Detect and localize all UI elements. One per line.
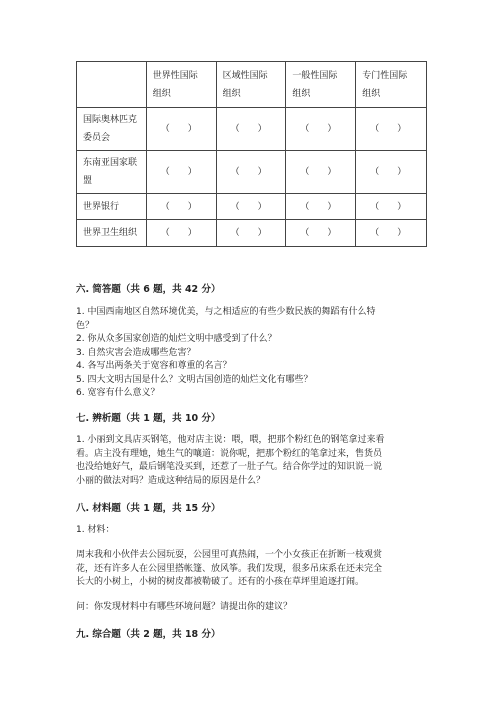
material-line: 周末我和小伙伴去公园玩耍，公园里可真热闹，一个小女孩正在折断一枝观赏 — [76, 550, 383, 560]
answer-cell[interactable]: （ ） — [216, 220, 286, 247]
header-cell-empty — [77, 62, 147, 108]
material-line: 花，还有许多人在公园里搭帐篷、放风筝。我们发现，很多吊床系在还未完全 — [76, 563, 383, 574]
header-general-label: 一般性国际 组织 — [292, 70, 338, 99]
answer-cell[interactable]: （ ） — [286, 220, 356, 247]
material-label — [76, 524, 436, 538]
row-name: 世界卫生组织 — [83, 228, 138, 238]
answer-cell[interactable]: （ ） — [216, 151, 286, 194]
material-question-text: 问：你发现材料中有哪些环境问题？请提出你的建议？ — [76, 602, 293, 612]
row-name: 东南亚国家联 盟 — [83, 158, 138, 186]
question-line: 小丽的做法对吗？造成这种结局的原因是什么？ — [76, 475, 266, 486]
answer-cell[interactable]: （ ） — [146, 220, 216, 247]
header-cell-general — [286, 62, 356, 108]
material-label-text: 1. 材料： — [76, 525, 115, 535]
row-name-cell — [77, 194, 147, 220]
row-name-cell — [77, 108, 147, 151]
answer-cell[interactable]: （ ） — [286, 151, 356, 194]
answer-cell[interactable]: （ ） — [356, 151, 427, 194]
table-row — [77, 220, 427, 247]
header-regional-label: 区域性国际 组织 — [222, 70, 268, 99]
table-header-row — [77, 62, 427, 108]
answer-cell[interactable]: （ ） — [216, 194, 286, 220]
question-line: 看。店主没有理她，她生气的嚷道：说你呢，把那个粉红的笔拿过来，售货员 — [76, 448, 383, 459]
question-line: 5. 四大文明古国是什么？文明古国创造的灿烂文化有哪些？ — [76, 374, 313, 385]
question-line: 2. 你从众多国家创造的灿烂文明中感受到了什么？ — [76, 334, 277, 344]
question-line: 6. 宽容有什么意义？ — [76, 388, 160, 398]
answer-cell[interactable]: （ ） — [356, 108, 427, 151]
header-world-label: 世界性国际 组织 — [152, 70, 198, 99]
answer-cell[interactable]: （ ） — [286, 194, 356, 220]
classification-table — [76, 61, 427, 247]
table-row — [77, 108, 427, 151]
answer-cell[interactable]: （ ） — [356, 220, 427, 247]
row-name: 国际奥林匹克 委员会 — [83, 115, 138, 143]
material-question — [76, 601, 436, 615]
question-line: 3. 自然灾害会造成哪些危害？ — [76, 347, 196, 358]
answer-cell[interactable]: （ ） — [146, 194, 216, 220]
row-name-cell — [77, 220, 147, 247]
section-eight-title: 八. 材料题（共 1 题，共 15 分） — [76, 503, 221, 514]
row-name: 世界银行 — [83, 201, 120, 212]
question-line: 1. 中国西南地区自然环境优美，与之相适应的有些少数民族的舞蹈有什么特 — [76, 307, 376, 317]
header-cell-regional — [216, 62, 286, 108]
question-line: 也没给她好气，最后钢笔没买到，还惹了一肚子气。结合你学过的知识说一说 — [76, 462, 383, 472]
section-six-questions — [76, 306, 436, 401]
section-seven-title: 七. 辨析题（共 1 题，共 10 分） — [76, 413, 221, 424]
header-cell-world — [146, 62, 216, 108]
table-row — [77, 151, 427, 194]
answer-cell[interactable]: （ ） — [356, 194, 427, 220]
question-line: 4. 各写出两条关于宽容和尊重的名言？ — [76, 361, 232, 371]
answer-cell[interactable]: （ ） — [286, 108, 356, 151]
answer-cell[interactable]: （ ） — [146, 151, 216, 194]
section-six-title: 六. 简答题（共 6 题，共 42 分） — [76, 284, 221, 295]
table-row — [77, 194, 427, 220]
question-line: 1. 小丽到文具店买钢笔，他对店主说：喂，喂，把那个粉红色的钢笔拿过来看 — [76, 435, 385, 445]
answer-cell[interactable]: （ ） — [146, 108, 216, 151]
material-line: 长大的小树上，小树的树皮都被勒破了。还有的小孩在草坪里追逐打闹。 — [76, 577, 365, 587]
answer-cell[interactable]: （ ） — [216, 108, 286, 151]
section-seven-question — [76, 434, 436, 488]
section-nine-title: 九. 综合题（共 2 题，共 18 分） — [76, 629, 221, 640]
header-special-label: 专门性国际 组织 — [362, 70, 408, 99]
question-line: 色？ — [76, 320, 95, 331]
material-text — [76, 549, 436, 590]
header-cell-special — [356, 62, 427, 108]
row-name-cell — [77, 151, 147, 194]
